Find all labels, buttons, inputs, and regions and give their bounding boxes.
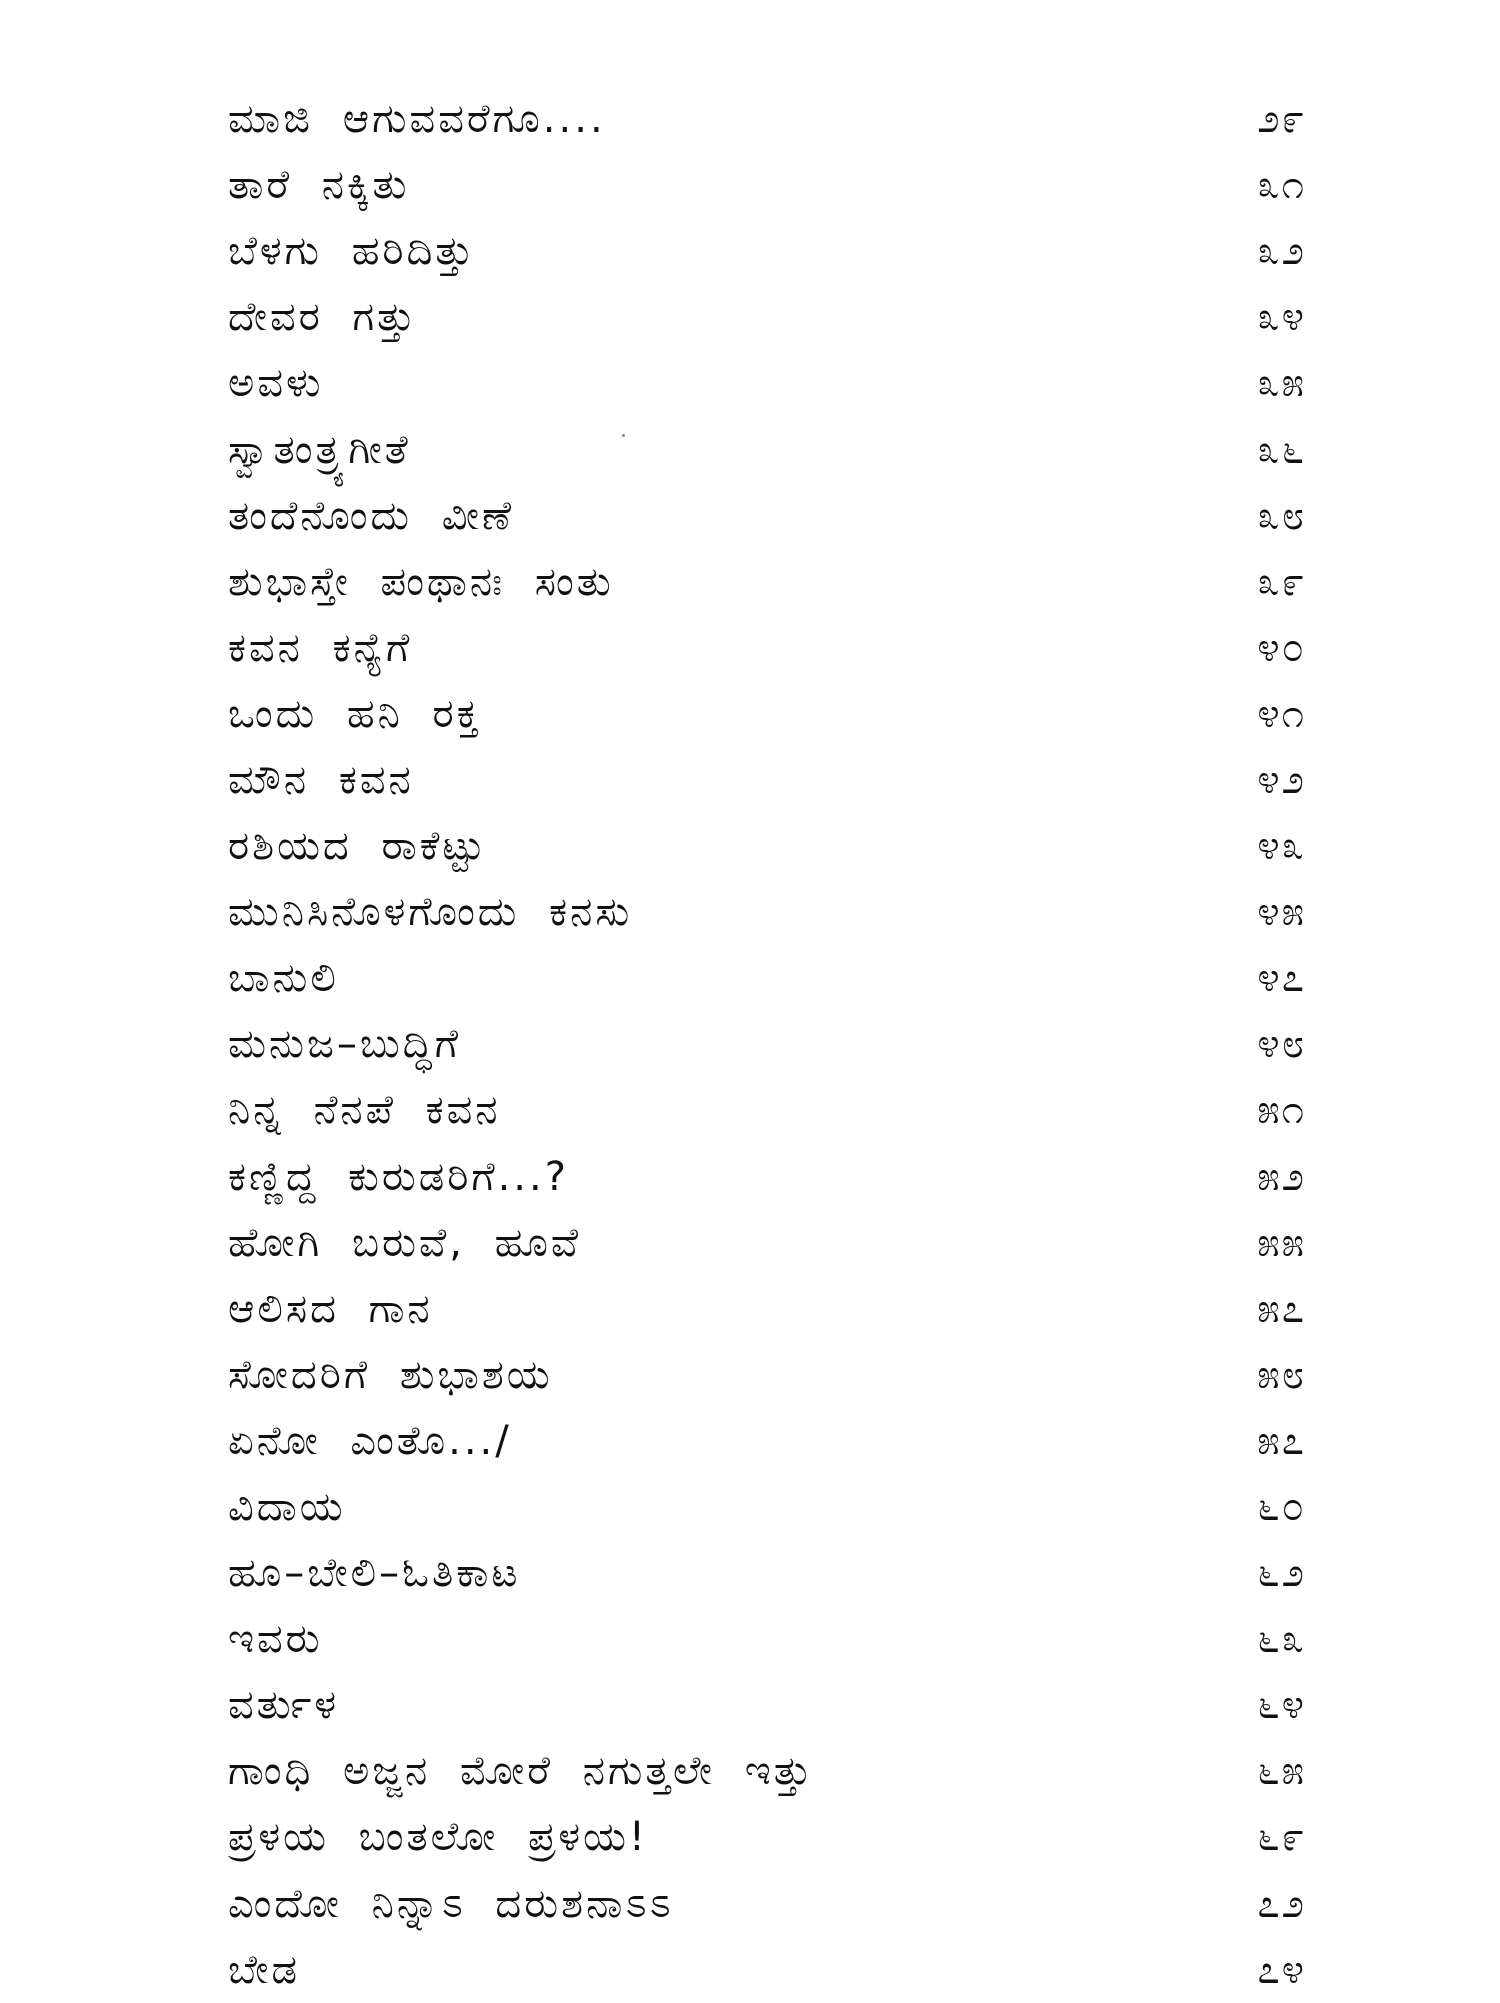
toc-entry-title: ಸೋದರಿಗೆ ಶುಭಾಶಯ: [228, 1351, 553, 1398]
toc-entry-title: ಬೇಡ: [228, 1946, 300, 1993]
toc-entry-page: ೪೧: [1257, 690, 1306, 737]
toc-entry-title: ಬಾನುಲಿ: [228, 955, 339, 1002]
toc-entry-page: ೨೯: [1257, 96, 1306, 143]
toc-entry-title: ಕವನ ಕನ್ಯೆಗೆ: [228, 624, 413, 671]
toc-entry-page: ೪೭: [1257, 955, 1306, 1002]
toc-entry: [228, 152, 1308, 218]
toc-entry: [228, 1077, 1308, 1143]
toc-entry-page: ೫೭: [1257, 1417, 1306, 1464]
toc-entry-title: ಎಂದೋ ನಿನ್ನಾಽ ದರುಶನಾಽಽ: [228, 1880, 674, 1927]
toc-entry-page: ೪೫: [1257, 889, 1306, 936]
toc-entry-title: ದೇವರ ಗತ್ತು: [228, 294, 418, 341]
toc-entry: [228, 1011, 1308, 1077]
toc-entry-title: ಮೌನ ಕವನ: [228, 756, 414, 803]
toc-entry-page: ೬೯: [1257, 1814, 1306, 1861]
toc-entry-title: ವರ್ತುಳ: [228, 1682, 340, 1729]
toc-entry: [228, 1276, 1308, 1342]
toc-entry: [228, 1342, 1308, 1408]
toc-entry-title: ಅವಳು: [228, 360, 324, 407]
toc-entry-title: ಸ್ವಾತಂತ್ರ್ಯಗೀತೆ: [228, 426, 411, 473]
toc-entry: [228, 1606, 1308, 1672]
toc-entry: [228, 549, 1308, 615]
toc-entry: [228, 218, 1308, 284]
toc-entry: [228, 615, 1308, 681]
toc-entry-page: ೬೨: [1257, 1550, 1306, 1597]
toc-entry: [228, 1210, 1308, 1276]
toc-entry-title: ಮಾಜಿ ಆಗುವವರೆಗೂ....: [228, 96, 606, 143]
toc-entry-title: ಕಣ್ಣಿದ್ದ ಕುರುಡರಿಗೆ...?: [228, 1153, 569, 1200]
toc-entry: [228, 945, 1308, 1011]
toc-entry-page: ೫೭: [1257, 1285, 1306, 1332]
toc-entry-page: ೪೮: [1257, 1021, 1306, 1068]
toc-entry: [228, 1540, 1308, 1606]
scan-speck: [622, 434, 625, 437]
toc-entry-title: ಆಲಿಸದ ಗಾನ: [228, 1285, 433, 1332]
toc-entry-page: ೬೩: [1257, 1616, 1306, 1663]
toc-entry: [228, 1804, 1308, 1870]
toc-entry-title: ರಶಿಯದ ರಾಕೆಟ್ಟು: [228, 823, 488, 870]
toc-entry: [228, 1937, 1308, 2003]
toc-entry-page: ೩೧: [1257, 162, 1306, 209]
toc-entry: [228, 681, 1308, 747]
toc-entry-title: ಮುನಿಸಿನೊಳಗೊಂದು ಕನಸು: [228, 889, 633, 936]
toc-entry: [228, 1871, 1308, 1937]
toc-entry-page: ೫೧: [1257, 1087, 1306, 1134]
toc-entry: [228, 483, 1308, 549]
toc-entry-title: ನಿನ್ನ ನೆನಪೆ ಕವನ: [228, 1087, 501, 1134]
toc-entry-page: ೭೪: [1257, 1946, 1306, 1993]
toc-entry-title: ಪ್ರಳಯ ಬಂತಲೋ ಪ್ರಳಯ!: [228, 1814, 648, 1861]
toc-entry-page: ೩೪: [1257, 294, 1306, 341]
toc-entry: [228, 416, 1308, 482]
toc-entry-title: ಹೂ–ಬೇಲಿ–ಓತಿಕಾಟ: [228, 1550, 521, 1597]
toc-entry-page: ೩೬: [1257, 426, 1306, 473]
toc-entry-title: ಇವರು: [228, 1616, 323, 1663]
toc-entry-page: ೫೮: [1257, 1351, 1306, 1398]
toc-entry-title: ಗಾಂಧಿ ಅಜ್ಜನ ಮೋರೆ ನಗುತ್ತಲೇ ಇತ್ತು: [228, 1748, 815, 1795]
toc-entry: [228, 1738, 1308, 1804]
toc-entry-title: ಏನೋ ಎಂತೊ.../: [228, 1417, 512, 1464]
toc-entry-page: ೫೨: [1257, 1153, 1306, 1200]
toc-entry-title: ಶುಭಾಸ್ತೇ ಪಂಥಾನಃ ಸಂತು: [228, 558, 614, 605]
toc-entry-page: ೩೨: [1257, 228, 1306, 275]
toc-entry-title: ಬೆಳಗು ಹರಿದಿತ್ತು: [228, 228, 476, 275]
toc-entry: [228, 350, 1308, 416]
toc-entry-page: ೩೫: [1257, 360, 1306, 407]
toc-entry: [228, 86, 1308, 152]
toc-entry-title: ತಾರೆ ನಕ್ಕಿತು: [228, 162, 410, 209]
toc-entry-page: ೩೮: [1257, 492, 1306, 539]
toc-entry-page: ೬೪: [1257, 1682, 1306, 1729]
toc-entry-title: ಒಂದು ಹನಿ ರಕ್ತ: [228, 690, 482, 737]
toc-entry-title: ವಿದಾಯ: [228, 1484, 346, 1531]
toc-entry-page: ೭೨: [1257, 1880, 1306, 1927]
table-of-contents: [228, 86, 1308, 2003]
toc-entry-page: ೪೦: [1257, 624, 1306, 671]
toc-entry: [228, 813, 1308, 879]
toc-entry: [228, 1474, 1308, 1540]
toc-entry-page: ೪೩: [1257, 823, 1306, 870]
toc-entry: [228, 1672, 1308, 1738]
toc-entry-page: ೬೫: [1257, 1748, 1306, 1795]
toc-entry-title: ತಂದೆನೊಂದು ವೀಣೆ: [228, 492, 515, 539]
toc-entry-page: ೪೨: [1257, 756, 1306, 803]
toc-entry: [228, 879, 1308, 945]
toc-entry-title: ಹೋಗಿ ಬರುವೆ, ಹೂವೆ: [228, 1219, 582, 1266]
toc-entry: [228, 1408, 1308, 1474]
toc-entry-title: ಮನುಜ–ಬುದ್ಧಿಗೆ: [228, 1021, 461, 1068]
toc-entry-page: ೫೫: [1257, 1219, 1306, 1266]
toc-entry-page: ೬೦: [1257, 1484, 1306, 1531]
toc-entry: [228, 284, 1308, 350]
toc-entry-page: ೩೯: [1257, 558, 1306, 605]
toc-entry: [228, 1144, 1308, 1210]
toc-entry: [228, 747, 1308, 813]
